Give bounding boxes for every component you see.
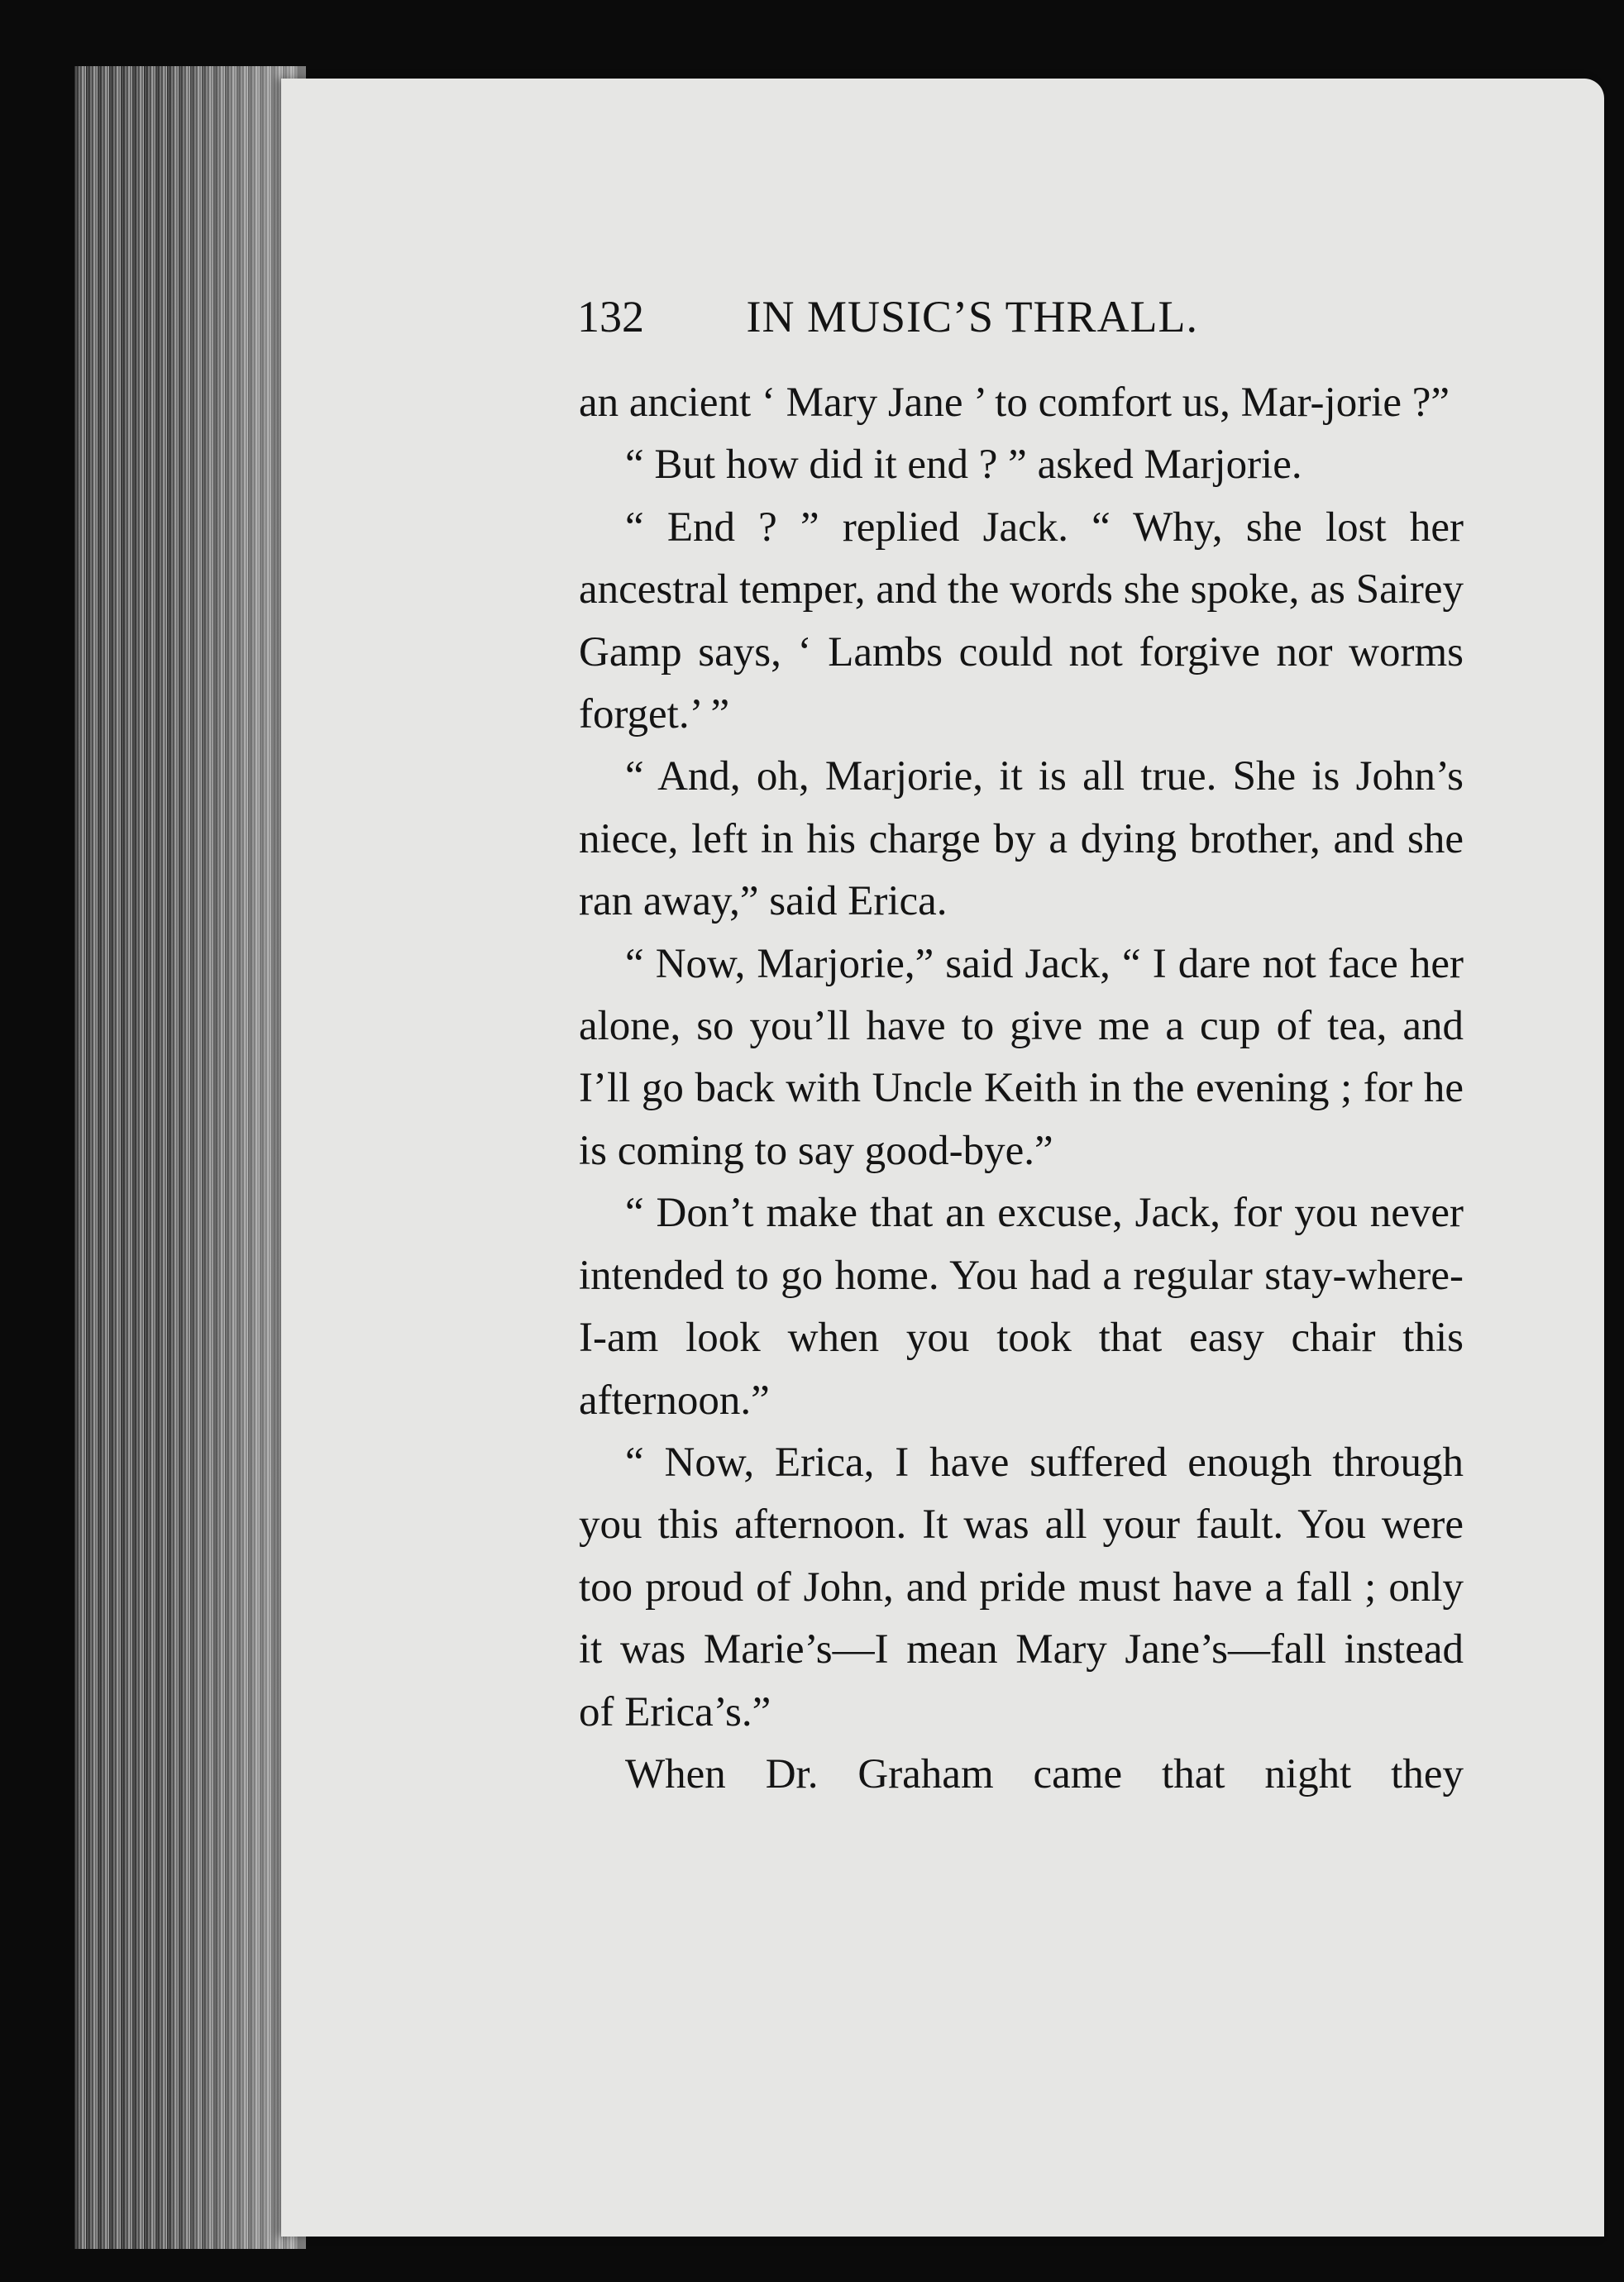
paragraph: “ And, oh, Marjorie, it is all true. She is John’s niece, left in his charge by a dying brother, and she ran away,” said Erica. [579, 753, 1464, 925]
paragraph: When Dr. Graham came that night they [625, 1750, 1464, 1797]
page-number: 132 [577, 292, 644, 341]
body-text [579, 372, 1464, 1806]
paragraph: an ancient ‘ Mary Jane ’ to comfort us, Mar-jorie ?” [579, 380, 1450, 426]
paragraph: “ End ? ” replied Jack. “ Why, she lost her ancestral temper, and the words she spoke, as Sairey Gamp says, ‘ Lambs could not forgive nor worms forget.’ ” [579, 504, 1464, 738]
paragraph: “ Now, Marjorie,” said Jack, “ I dare not face her alone, so you’ll have to give me a cup of tea, and I’ll go back with Uncle Keith in the evening ; for he is coming to say good-bye.” [579, 940, 1464, 1174]
running-head [577, 279, 1321, 354]
paragraph: “ Don’t make that an excuse, Jack, for you never intended to go home. You had a regular stay-where-I-am look when you took that easy chair this afternoon.” [579, 1190, 1464, 1424]
paragraph: “ Now, Erica, I have suffered enough through you this afternoon. It was all your fault. You were too proud of John, and pride must have a fall ; only it was Marie’s—I mean Mary Jane’s—fall instead of Erica’s.” [579, 1439, 1464, 1735]
running-title: IN MUSIC’S THRALL. [746, 292, 1199, 341]
paragraph: “ But how did it end ? ” asked Marjorie. [625, 442, 1302, 489]
